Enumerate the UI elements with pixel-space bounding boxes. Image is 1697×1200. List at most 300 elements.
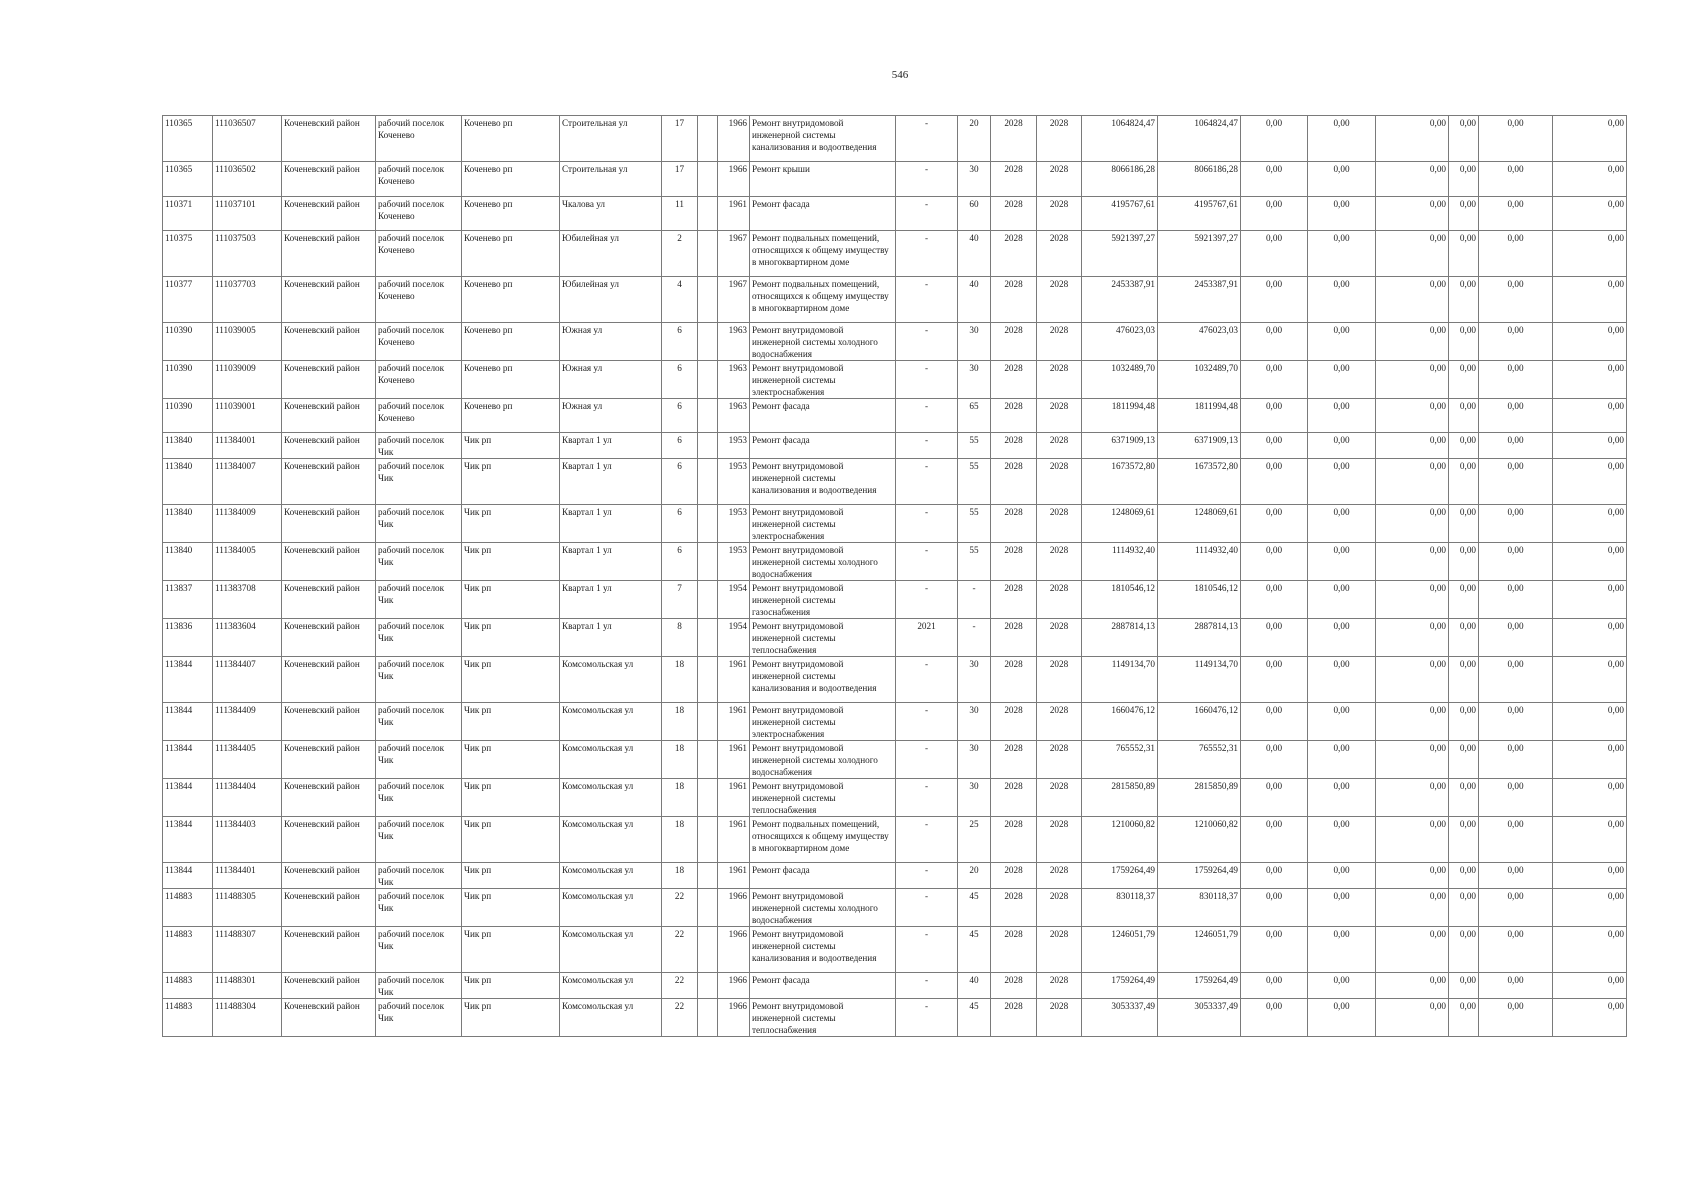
cell-year-built: 1966 [718, 999, 750, 1037]
cell-work-type: Ремонт внутридомовой инженерной системы теплоснабжения [750, 999, 896, 1037]
cell-plan-year-end: 2028 [1037, 657, 1082, 703]
cell-share-a: 0,00 [1449, 703, 1479, 741]
cell-plan-year-end: 2028 [1037, 505, 1082, 543]
cell-plan-year-start: 2028 [991, 433, 1037, 459]
table-row [163, 581, 1627, 619]
cell-house-number: 18 [662, 863, 698, 889]
cell-last-repair-year: - [896, 399, 958, 433]
cell-other-funds: 0,00 [1553, 543, 1627, 581]
cell-other-funds: 0,00 [1553, 889, 1627, 927]
cell-plan-year-end: 2028 [1037, 361, 1082, 399]
cell-regional-budget: 0,00 [1308, 162, 1376, 197]
cell-local-budget: 0,00 [1376, 543, 1449, 581]
cell-total-cost: 830118,37 [1082, 889, 1158, 927]
cell-owners-funds: 0,00 [1479, 116, 1553, 162]
table-row [163, 433, 1627, 459]
cell-building [698, 863, 718, 889]
cell-owners-funds: 0,00 [1479, 703, 1553, 741]
cell-last-repair-year: - [896, 505, 958, 543]
cell-local-budget: 0,00 [1376, 459, 1449, 505]
cell-district: Коченевский район [282, 889, 376, 927]
cell-work-code: 111384005 [213, 543, 282, 581]
cell-building [698, 433, 718, 459]
cell-district: Коченевский район [282, 779, 376, 817]
cell-locality: Коченево рп [462, 277, 560, 323]
cell-locality: Чик рп [462, 999, 560, 1037]
cell-regional-budget: 0,00 [1308, 361, 1376, 399]
cell-regional-budget: 0,00 [1308, 779, 1376, 817]
cell-federal-funds: 0,00 [1241, 973, 1308, 999]
cell-regional-fund: 1759264,49 [1158, 973, 1241, 999]
table-row [163, 999, 1627, 1037]
table-row [163, 231, 1627, 277]
cell-building [698, 116, 718, 162]
cell-settlement: рабочий поселок Коченево [376, 197, 462, 231]
cell-locality: Чик рп [462, 927, 560, 973]
cell-plan-year-start: 2028 [991, 162, 1037, 197]
cell-total-cost: 2453387,91 [1082, 277, 1158, 323]
cell-owners-funds: 0,00 [1479, 581, 1553, 619]
cell-plan-year-start: 2028 [991, 505, 1037, 543]
cell-federal-funds: 0,00 [1241, 543, 1308, 581]
cell-owners-funds: 0,00 [1479, 779, 1553, 817]
cell-street: Квартал 1 ул [560, 505, 662, 543]
cell-street: Комсомольская ул [560, 863, 662, 889]
cell-district: Коченевский район [282, 817, 376, 863]
cell-street: Комсомольская ул [560, 817, 662, 863]
cell-house-number: 6 [662, 543, 698, 581]
cell-local-budget: 0,00 [1376, 116, 1449, 162]
cell-regional-fund: 1811994,48 [1158, 399, 1241, 433]
cell-work-code: 111384009 [213, 505, 282, 543]
cell-year-built: 1954 [718, 581, 750, 619]
cell-street: Строительная ул [560, 162, 662, 197]
cell-federal-funds: 0,00 [1241, 116, 1308, 162]
cell-plan-year-end: 2028 [1037, 973, 1082, 999]
cell-federal-funds: 0,00 [1241, 779, 1308, 817]
cell-last-repair-year: - [896, 889, 958, 927]
cell-record-id: 113840 [163, 505, 213, 543]
cell-total-cost: 1248069,61 [1082, 505, 1158, 543]
cell-other-funds: 0,00 [1553, 999, 1627, 1037]
cell-district: Коченевский район [282, 581, 376, 619]
cell-locality: Коченево рп [462, 116, 560, 162]
cell-settlement: рабочий поселок Чик [376, 999, 462, 1037]
cell-locality: Коченево рп [462, 162, 560, 197]
cell-year-built: 1961 [718, 703, 750, 741]
cell-locality: Чик рп [462, 459, 560, 505]
cell-building [698, 619, 718, 657]
cell-work-type: Ремонт внутридомовой инженерной системы холодного водоснабжения [750, 741, 896, 779]
cell-house-number: 6 [662, 323, 698, 361]
cell-federal-funds: 0,00 [1241, 231, 1308, 277]
cell-federal-funds: 0,00 [1241, 162, 1308, 197]
cell-regional-fund: 2815850,89 [1158, 779, 1241, 817]
table-row [163, 505, 1627, 543]
cell-plan-year-end: 2028 [1037, 779, 1082, 817]
cell-regional-fund: 5921397,27 [1158, 231, 1241, 277]
cell-last-repair-year: - [896, 361, 958, 399]
cell-wear-percent: 55 [958, 505, 991, 543]
cell-regional-fund: 1759264,49 [1158, 863, 1241, 889]
table-row [163, 657, 1627, 703]
cell-federal-funds: 0,00 [1241, 459, 1308, 505]
cell-record-id: 110365 [163, 116, 213, 162]
cell-work-code: 111488301 [213, 973, 282, 999]
cell-district: Коченевский район [282, 543, 376, 581]
cell-other-funds: 0,00 [1553, 927, 1627, 973]
cell-house-number: 8 [662, 619, 698, 657]
cell-street: Квартал 1 ул [560, 459, 662, 505]
cell-district: Коченевский район [282, 927, 376, 973]
cell-record-id: 110377 [163, 277, 213, 323]
cell-regional-fund: 3053337,49 [1158, 999, 1241, 1037]
cell-district: Коченевский район [282, 459, 376, 505]
cell-plan-year-end: 2028 [1037, 277, 1082, 323]
cell-district: Коченевский район [282, 277, 376, 323]
cell-owners-funds: 0,00 [1479, 889, 1553, 927]
cell-share-a: 0,00 [1449, 973, 1479, 999]
cell-year-built: 1963 [718, 399, 750, 433]
cell-building [698, 973, 718, 999]
cell-regional-budget: 0,00 [1308, 433, 1376, 459]
cell-building [698, 703, 718, 741]
cell-federal-funds: 0,00 [1241, 703, 1308, 741]
cell-plan-year-start: 2028 [991, 779, 1037, 817]
cell-house-number: 6 [662, 505, 698, 543]
cell-regional-fund: 1210060,82 [1158, 817, 1241, 863]
cell-owners-funds: 0,00 [1479, 817, 1553, 863]
cell-other-funds: 0,00 [1553, 116, 1627, 162]
cell-street: Комсомольская ул [560, 889, 662, 927]
cell-regional-budget: 0,00 [1308, 277, 1376, 323]
table-row [163, 399, 1627, 433]
cell-last-repair-year: - [896, 817, 958, 863]
cell-work-type: Ремонт подвальных помещений, относящихся к общему имуществу в многоквартирном доме [750, 231, 896, 277]
cell-work-code: 111036502 [213, 162, 282, 197]
cell-local-budget: 0,00 [1376, 197, 1449, 231]
cell-share-a: 0,00 [1449, 116, 1479, 162]
cell-locality: Чик рп [462, 779, 560, 817]
cell-record-id: 113844 [163, 817, 213, 863]
cell-locality: Чик рп [462, 817, 560, 863]
cell-plan-year-end: 2028 [1037, 231, 1082, 277]
cell-last-repair-year: - [896, 927, 958, 973]
cell-total-cost: 1810546,12 [1082, 581, 1158, 619]
cell-street: Комсомольская ул [560, 657, 662, 703]
cell-settlement: рабочий поселок Коченево [376, 231, 462, 277]
cell-plan-year-start: 2028 [991, 231, 1037, 277]
cell-plan-year-start: 2028 [991, 361, 1037, 399]
cell-total-cost: 1210060,82 [1082, 817, 1158, 863]
cell-wear-percent: 30 [958, 741, 991, 779]
cell-street: Квартал 1 ул [560, 581, 662, 619]
cell-house-number: 11 [662, 197, 698, 231]
cell-record-id: 113837 [163, 581, 213, 619]
cell-building [698, 505, 718, 543]
cell-house-number: 2 [662, 231, 698, 277]
cell-plan-year-end: 2028 [1037, 817, 1082, 863]
cell-work-code: 111384409 [213, 703, 282, 741]
cell-house-number: 6 [662, 459, 698, 505]
cell-year-built: 1966 [718, 927, 750, 973]
cell-work-type: Ремонт фасада [750, 399, 896, 433]
page-number: 546 [891, 69, 909, 81]
cell-total-cost: 5921397,27 [1082, 231, 1158, 277]
cell-local-budget: 0,00 [1376, 619, 1449, 657]
cell-street: Чкалова ул [560, 197, 662, 231]
cell-regional-budget: 0,00 [1308, 999, 1376, 1037]
cell-settlement: рабочий поселок Чик [376, 581, 462, 619]
cell-plan-year-end: 2028 [1037, 741, 1082, 779]
cell-work-type: Ремонт крыши [750, 162, 896, 197]
cell-district: Коченевский район [282, 741, 376, 779]
cell-plan-year-start: 2028 [991, 863, 1037, 889]
cell-wear-percent: 55 [958, 543, 991, 581]
cell-year-built: 1953 [718, 543, 750, 581]
cell-regional-fund: 1673572,80 [1158, 459, 1241, 505]
cell-plan-year-start: 2028 [991, 999, 1037, 1037]
cell-owners-funds: 0,00 [1479, 999, 1553, 1037]
cell-federal-funds: 0,00 [1241, 657, 1308, 703]
cell-total-cost: 1759264,49 [1082, 973, 1158, 999]
cell-plan-year-start: 2028 [991, 817, 1037, 863]
cell-locality: Чик рп [462, 619, 560, 657]
table-row [163, 543, 1627, 581]
cell-plan-year-start: 2028 [991, 741, 1037, 779]
cell-settlement: рабочий поселок Чик [376, 779, 462, 817]
cell-other-funds: 0,00 [1553, 162, 1627, 197]
cell-plan-year-start: 2028 [991, 927, 1037, 973]
table-row [163, 162, 1627, 197]
cell-plan-year-end: 2028 [1037, 927, 1082, 973]
cell-district: Коченевский район [282, 361, 376, 399]
cell-wear-percent: 60 [958, 197, 991, 231]
cell-plan-year-end: 2028 [1037, 197, 1082, 231]
cell-owners-funds: 0,00 [1479, 657, 1553, 703]
cell-regional-budget: 0,00 [1308, 116, 1376, 162]
cell-last-repair-year: - [896, 543, 958, 581]
cell-wear-percent: 30 [958, 703, 991, 741]
cell-last-repair-year: - [896, 231, 958, 277]
cell-other-funds: 0,00 [1553, 817, 1627, 863]
cell-plan-year-end: 2028 [1037, 863, 1082, 889]
cell-plan-year-start: 2028 [991, 657, 1037, 703]
cell-plan-year-start: 2028 [991, 889, 1037, 927]
cell-regional-budget: 0,00 [1308, 459, 1376, 505]
cell-other-funds: 0,00 [1553, 323, 1627, 361]
cell-plan-year-start: 2028 [991, 197, 1037, 231]
cell-total-cost: 4195767,61 [1082, 197, 1158, 231]
cell-wear-percent: 20 [958, 116, 991, 162]
cell-other-funds: 0,00 [1553, 619, 1627, 657]
cell-plan-year-end: 2028 [1037, 619, 1082, 657]
cell-settlement: рабочий поселок Коченево [376, 361, 462, 399]
cell-settlement: рабочий поселок Чик [376, 543, 462, 581]
cell-house-number: 22 [662, 999, 698, 1037]
cell-federal-funds: 0,00 [1241, 927, 1308, 973]
cell-local-budget: 0,00 [1376, 361, 1449, 399]
cell-wear-percent: 45 [958, 999, 991, 1037]
cell-share-a: 0,00 [1449, 741, 1479, 779]
cell-regional-budget: 0,00 [1308, 399, 1376, 433]
cell-record-id: 114883 [163, 999, 213, 1037]
cell-year-built: 1953 [718, 505, 750, 543]
cell-share-a: 0,00 [1449, 863, 1479, 889]
cell-share-a: 0,00 [1449, 323, 1479, 361]
table-row [163, 277, 1627, 323]
cell-house-number: 22 [662, 927, 698, 973]
cell-work-code: 111384404 [213, 779, 282, 817]
cell-record-id: 113836 [163, 619, 213, 657]
cell-share-a: 0,00 [1449, 399, 1479, 433]
cell-work-type: Ремонт фасада [750, 973, 896, 999]
cell-work-code: 111384401 [213, 863, 282, 889]
cell-regional-fund: 2887814,13 [1158, 619, 1241, 657]
cell-total-cost: 1673572,80 [1082, 459, 1158, 505]
cell-owners-funds: 0,00 [1479, 741, 1553, 779]
cell-share-a: 0,00 [1449, 927, 1479, 973]
cell-last-repair-year: - [896, 741, 958, 779]
cell-street: Южная ул [560, 361, 662, 399]
cell-owners-funds: 0,00 [1479, 162, 1553, 197]
cell-district: Коченевский район [282, 973, 376, 999]
cell-record-id: 114883 [163, 889, 213, 927]
cell-work-type: Ремонт внутридомовой инженерной системы канализования и водоотведения [750, 459, 896, 505]
cell-share-a: 0,00 [1449, 889, 1479, 927]
cell-wear-percent: 45 [958, 889, 991, 927]
cell-work-code: 111384407 [213, 657, 282, 703]
cell-last-repair-year: - [896, 116, 958, 162]
cell-wear-percent: 20 [958, 863, 991, 889]
table-row [163, 323, 1627, 361]
cell-street: Комсомольская ул [560, 779, 662, 817]
cell-year-built: 1961 [718, 863, 750, 889]
cell-locality: Чик рп [462, 973, 560, 999]
cell-settlement: рабочий поселок Чик [376, 817, 462, 863]
cell-owners-funds: 0,00 [1479, 277, 1553, 323]
cell-share-a: 0,00 [1449, 277, 1479, 323]
cell-other-funds: 0,00 [1553, 433, 1627, 459]
cell-local-budget: 0,00 [1376, 999, 1449, 1037]
cell-year-built: 1961 [718, 741, 750, 779]
cell-settlement: рабочий поселок Чик [376, 973, 462, 999]
cell-plan-year-start: 2028 [991, 619, 1037, 657]
cell-work-type: Ремонт фасада [750, 197, 896, 231]
cell-house-number: 22 [662, 973, 698, 999]
cell-federal-funds: 0,00 [1241, 399, 1308, 433]
cell-share-a: 0,00 [1449, 657, 1479, 703]
cell-regional-fund: 1810546,12 [1158, 581, 1241, 619]
cell-work-code: 111036507 [213, 116, 282, 162]
cell-work-code: 111384405 [213, 741, 282, 779]
cell-total-cost: 1032489,70 [1082, 361, 1158, 399]
cell-settlement: рабочий поселок Коченево [376, 399, 462, 433]
cell-wear-percent: 30 [958, 323, 991, 361]
cell-building [698, 277, 718, 323]
cell-record-id: 113840 [163, 433, 213, 459]
cell-building [698, 323, 718, 361]
cell-street: Юбилейная ул [560, 231, 662, 277]
cell-wear-percent: 30 [958, 779, 991, 817]
cell-work-type: Ремонт внутридомовой инженерной системы газоснабжения [750, 581, 896, 619]
cell-owners-funds: 0,00 [1479, 619, 1553, 657]
cell-local-budget: 0,00 [1376, 889, 1449, 927]
cell-work-code: 111039001 [213, 399, 282, 433]
cell-record-id: 113840 [163, 543, 213, 581]
table-row [163, 817, 1627, 863]
cell-regional-fund: 1064824,47 [1158, 116, 1241, 162]
cell-year-built: 1961 [718, 657, 750, 703]
cell-record-id: 110390 [163, 361, 213, 399]
cell-other-funds: 0,00 [1553, 581, 1627, 619]
cell-regional-budget: 0,00 [1308, 927, 1376, 973]
cell-work-code: 111384403 [213, 817, 282, 863]
cell-street: Строительная ул [560, 116, 662, 162]
table-row [163, 927, 1627, 973]
cell-plan-year-start: 2028 [991, 277, 1037, 323]
cell-other-funds: 0,00 [1553, 197, 1627, 231]
cell-plan-year-start: 2028 [991, 973, 1037, 999]
cell-building [698, 999, 718, 1037]
cell-last-repair-year: - [896, 197, 958, 231]
cell-regional-budget: 0,00 [1308, 703, 1376, 741]
cell-regional-budget: 0,00 [1308, 231, 1376, 277]
cell-house-number: 18 [662, 817, 698, 863]
cell-regional-fund: 2453387,91 [1158, 277, 1241, 323]
cell-local-budget: 0,00 [1376, 399, 1449, 433]
cell-regional-fund: 1149134,70 [1158, 657, 1241, 703]
cell-building [698, 657, 718, 703]
cell-total-cost: 1114932,40 [1082, 543, 1158, 581]
cell-wear-percent: 40 [958, 973, 991, 999]
cell-other-funds: 0,00 [1553, 973, 1627, 999]
cell-regional-budget: 0,00 [1308, 973, 1376, 999]
cell-settlement: рабочий поселок Чик [376, 863, 462, 889]
cell-building [698, 543, 718, 581]
cell-federal-funds: 0,00 [1241, 505, 1308, 543]
table-row [163, 703, 1627, 741]
cell-regional-budget: 0,00 [1308, 581, 1376, 619]
cell-share-a: 0,00 [1449, 162, 1479, 197]
cell-work-code: 111383604 [213, 619, 282, 657]
cell-record-id: 110375 [163, 231, 213, 277]
table-row [163, 197, 1627, 231]
cell-wear-percent: 55 [958, 459, 991, 505]
cell-district: Коченевский район [282, 162, 376, 197]
register-body [163, 116, 1627, 1037]
cell-work-type: Ремонт внутридомовой инженерной системы холодного водоснабжения [750, 323, 896, 361]
cell-share-a: 0,00 [1449, 197, 1479, 231]
cell-regional-budget: 0,00 [1308, 619, 1376, 657]
cell-year-built: 1966 [718, 973, 750, 999]
cell-federal-funds: 0,00 [1241, 433, 1308, 459]
cell-local-budget: 0,00 [1376, 779, 1449, 817]
cell-locality: Чик рп [462, 433, 560, 459]
cell-work-code: 111384001 [213, 433, 282, 459]
table-row [163, 361, 1627, 399]
table-row [163, 619, 1627, 657]
cell-district: Коченевский район [282, 323, 376, 361]
cell-record-id: 113840 [163, 459, 213, 505]
cell-locality: Чик рп [462, 657, 560, 703]
cell-wear-percent: 55 [958, 433, 991, 459]
cell-last-repair-year: - [896, 433, 958, 459]
cell-year-built: 1966 [718, 162, 750, 197]
cell-last-repair-year: - [896, 657, 958, 703]
cell-building [698, 927, 718, 973]
cell-wear-percent: - [958, 619, 991, 657]
